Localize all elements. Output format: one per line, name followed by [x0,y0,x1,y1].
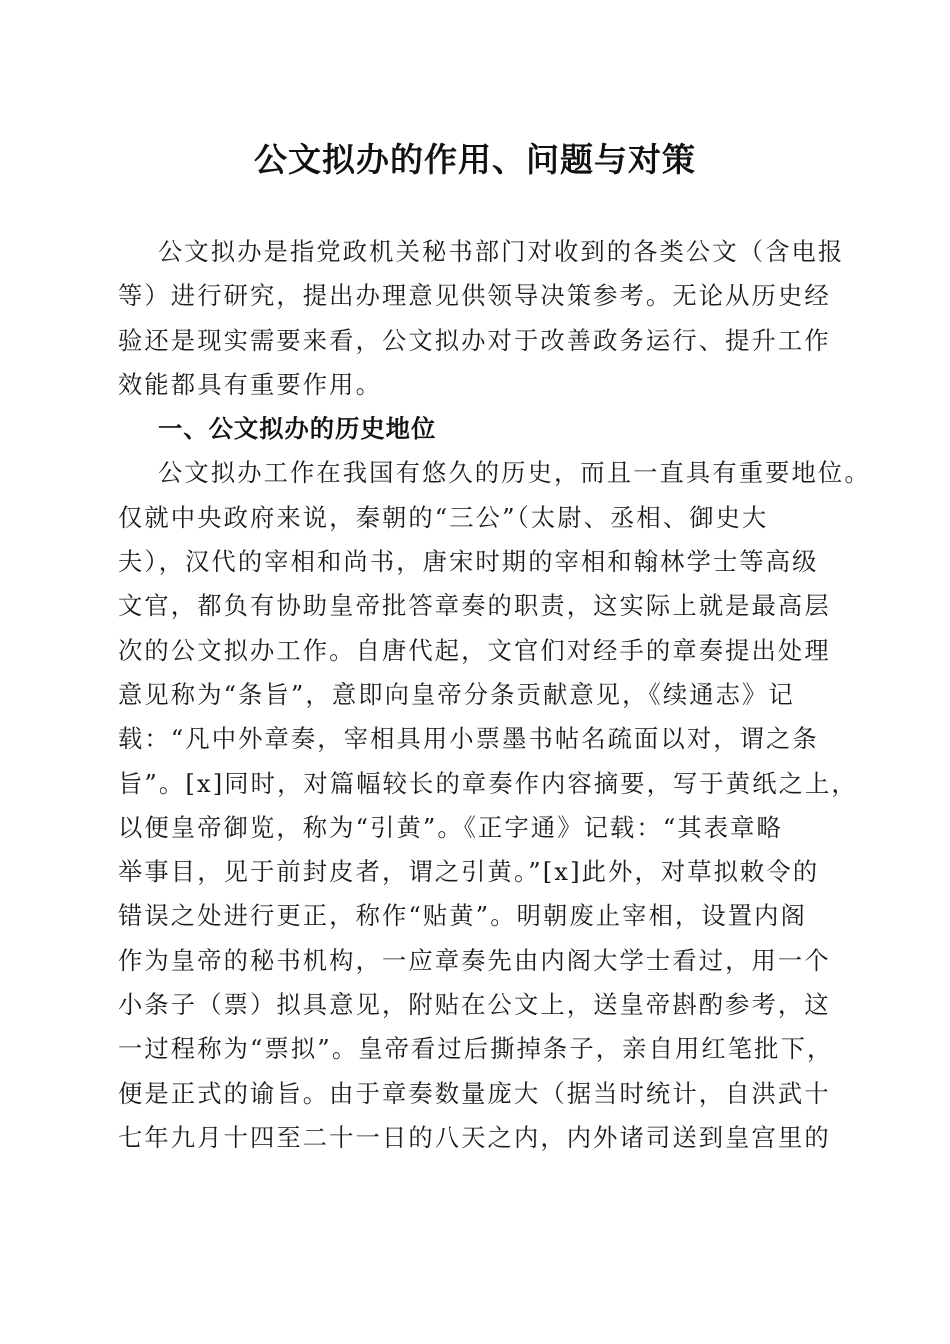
section-heading: 一、公文拟办的历史地位 [158,414,437,444]
text-line: 举事目，见于前封皮者，谓之引黄。”[x]此外，对草拟敕令的 [118,857,820,887]
text-line: 次的公文拟办工作。自唐代起，文官们对经手的章奏提出处理 [118,635,831,665]
text-line: 夫），汉代的宰相和尚书，唐宋时期的宰相和翰林学士等高级 [118,547,819,577]
text-line: 文官，都负有协助皇帝批答章奏的职责，这实际上就是最高层 [118,591,831,621]
text-line: 错误之处进行更正，称作“贴黄”。明朝废止宰相，设置内阁 [118,901,807,931]
text-line: 等）进行研究，提出办理意见供领导决策参考。无论从历史经 [118,281,831,311]
document-body [118,230,871,1160]
text-line: 载：“凡中外章奏，宰相具用小票墨书帖名疏面以对，谓之条 [118,724,819,754]
paragraph-history [118,451,871,1160]
text-line: 旨”。[x]同时，对篇幅较长的章奏作内容摘要，写于黄纸之上， [118,768,858,798]
text-line: 作为皇帝的秘书机构，一应章奏先由内阁大学士看过，用一个 [118,945,831,975]
text-line: 七年九月十四至二十一日的八天之内，内外诸司送到皇宫里的 [118,1122,831,1152]
text-line: 以便皇帝御览，称为“引黄”。《正字通》记载：“其表章略 [118,812,783,842]
text-line: 公文拟办是指党政机关秘书部门对收到的各类公文（含电报 [158,237,845,266]
text-line: 一过程称为“票拟”。皇帝看过后撕掉条子，亲自用红笔批下， [118,1034,834,1064]
text-line: 公文拟办工作在我国有悠久的历史，而且一直具有重要地位。 [158,458,871,488]
paragraph-intro [118,230,845,407]
text-line: 验还是现实需要来看，公文拟办对于改善政务运行、提升工作 [118,325,831,355]
text-line: 效能都具有重要作用。 [118,369,382,399]
text-line: 意见称为“条旨”，意即向皇帝分条贡献意见，《续通志》记 [118,679,795,709]
text-line: 便是正式的谕旨。由于章奏数量庞大（据当时统计，自洪武十 [118,1078,831,1108]
text-line: 小条子（票）拟具意见，附贴在公文上，送皇帝斟酌参考，这 [118,990,831,1020]
text-line: 仅就中央政府来说，秦朝的“三公”（太尉、丞相、御史大 [118,502,769,532]
document-title: 公文拟办的作用、问题与对策 [254,140,696,179]
